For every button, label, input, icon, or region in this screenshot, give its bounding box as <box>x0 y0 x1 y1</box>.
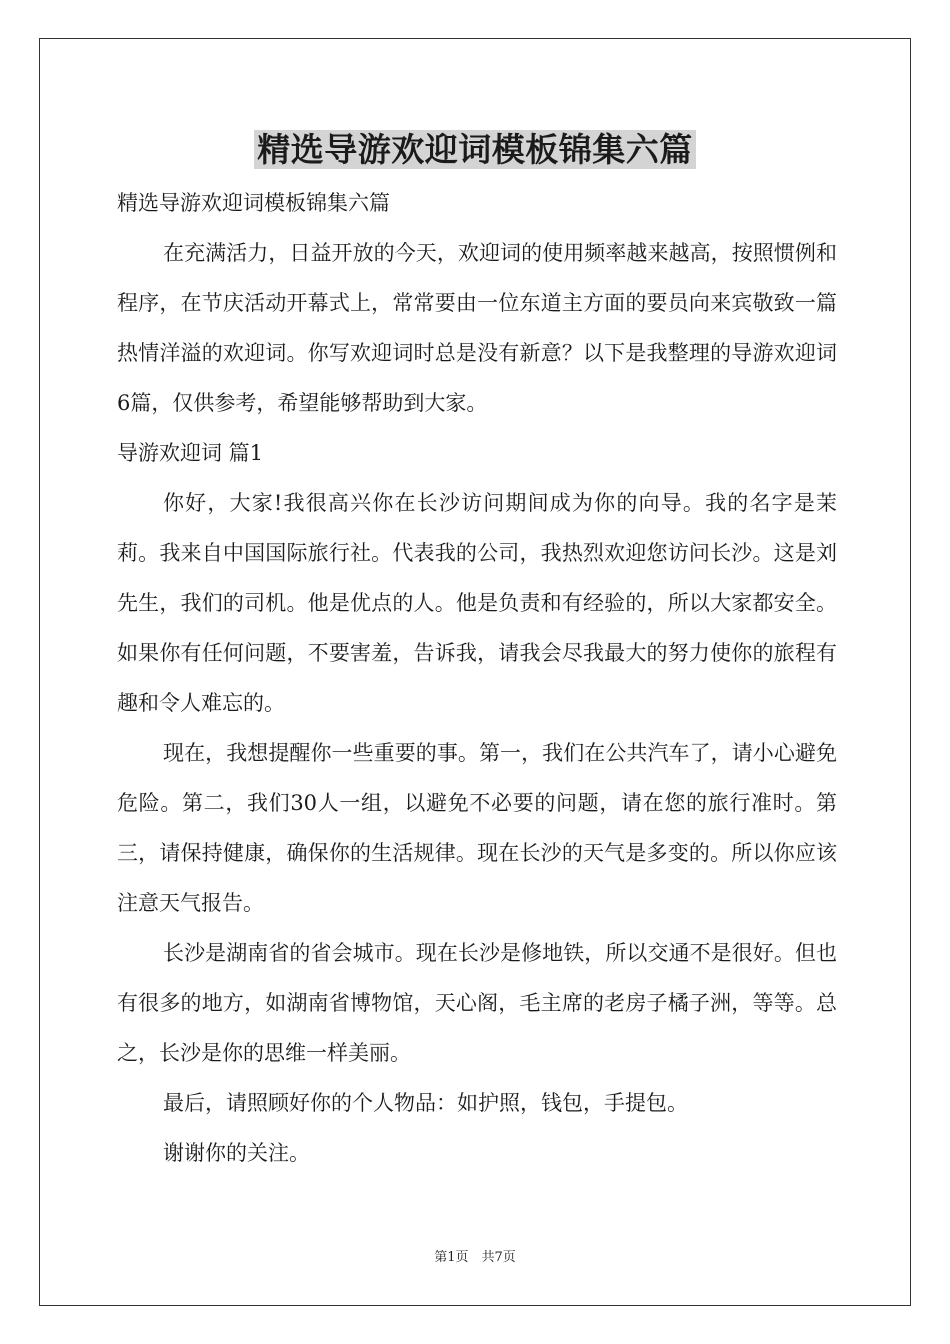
body-paragraph: 长沙是湖南省的省会城市。现在长沙是修地铁，所以交通不是很好。但也有很多的地方，如湖南省博物馆，天心阁，毛主席的老房子橘子洲，等等。总之，长沙是你的思维一样美丽。 <box>117 941 837 1065</box>
body-paragraph: 现在，我想提醒你一些重要的事。第一，我们在公共汽车了，请小心避免危险。第二，我们30人一组，以避免不必要的问题，请在您的旅行准时。第三，请保持健康，确保你的生活规律。现在长沙的天气是多变的。所以你应该注意天气报告。 <box>117 741 837 915</box>
document-title <box>0 128 950 178</box>
body-paragraph: 你好，大家!我很高兴你在长沙访问期间成为你的向导。我的名字是茉莉。我来自中国国际旅行社。代表我的公司，我热烈欢迎您访问长沙。这是刘先生，我们的司机。他是优点的人。他是负责和有经验的，所以大家都安全。如果你有任何问题，不要害羞，告诉我，请我会尽我最大的努力使你的旅程有趣和令人难忘的。 <box>117 491 837 715</box>
document-subtitle: 精选导游欢迎词模板锦集六篇 <box>117 191 390 215</box>
page-number: 第1页 共7页 <box>434 1250 516 1265</box>
body-paragraph: 最后，请照顾好你的个人物品：如护照，钱包，手提包。 <box>163 1091 688 1115</box>
document-body <box>117 178 837 1178</box>
section-heading: 导游欢迎词 篇1 <box>117 441 264 465</box>
document-title-text: 精选导游欢迎词模板锦集六篇 <box>254 130 696 169</box>
body-paragraph: 谢谢你的关注。 <box>163 1141 310 1165</box>
page-footer <box>0 1246 950 1265</box>
intro-paragraph: 在充满活力，日益开放的今天，欢迎词的使用频率越来越高，按照惯例和程序，在节庆活动开幕式上，常常要由一位东道主方面的要员向来宾敬致一篇热情洋溢的欢迎词。你写欢迎词时总是没有新意？以下是我整理的导游欢迎词6篇，仅供参考，希望能够帮助到大家。 <box>117 241 837 415</box>
